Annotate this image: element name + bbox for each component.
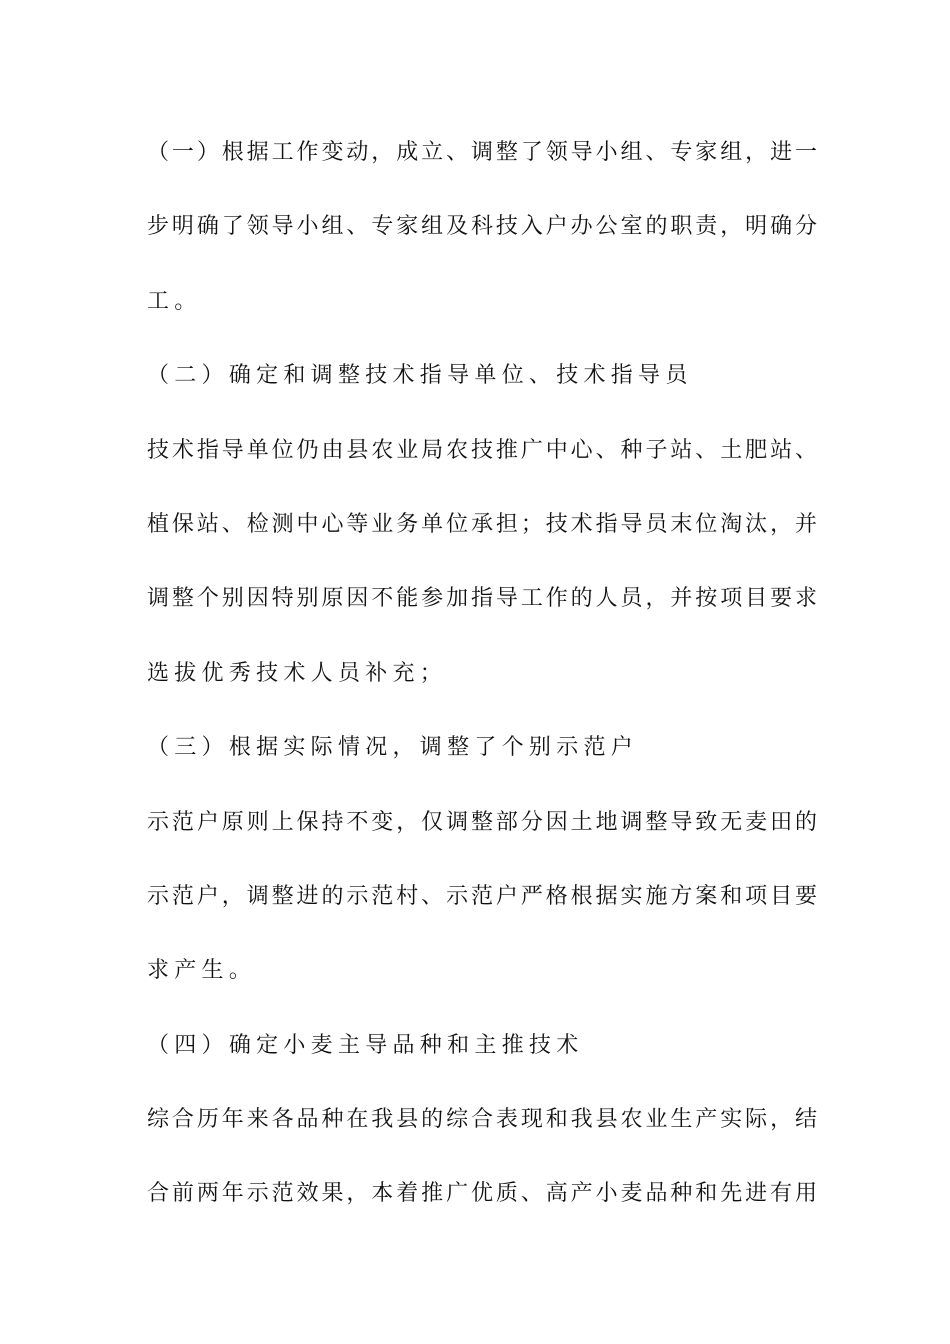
text-line: 技术指导单位仍由县农业局农技推广中心、种子站、土肥站、 xyxy=(147,437,817,463)
section-heading: （三）根据实际情况，调整了个别示范户 xyxy=(147,735,639,761)
text-line: 综合历年来各品种在我县的综合表现和我县农业生产实际，结 xyxy=(147,1107,817,1133)
text-line: 选拔优秀技术人员补充； xyxy=(147,660,448,686)
text-line: 示范户原则上保持不变，仅调整部分因土地调整导致无麦田的 xyxy=(147,809,817,835)
text-line: 步明确了领导小组、专家组及科技入户办公室的职责，明确分 xyxy=(147,214,817,240)
text-line: 求产生。 xyxy=(147,958,257,984)
text-line: 植保站、检测中心等业务单位承担；技术指导员末位淘汰，并 xyxy=(147,511,817,537)
text-line: 示范户，调整进的示范村、示范户严格根据实施方案和项目要 xyxy=(147,883,817,909)
text-line: （一）根据工作变动，成立、调整了领导小组、专家组，进一 xyxy=(147,140,817,165)
text-line: 合前两年示范效果，本着推广优质、高产小麦品种和先进有用 xyxy=(147,1181,817,1207)
section-heading: （四）确定小麦主导品种和主推技术 xyxy=(147,1032,584,1058)
document-body xyxy=(147,131,817,1247)
text-line: 调整个别因特别原因不能参加指导工作的人员，并按项目要求 xyxy=(147,586,817,612)
text-line: 工。 xyxy=(147,288,202,314)
section-heading: （二）确定和调整技术指导单位、技术指导员 xyxy=(147,363,693,389)
